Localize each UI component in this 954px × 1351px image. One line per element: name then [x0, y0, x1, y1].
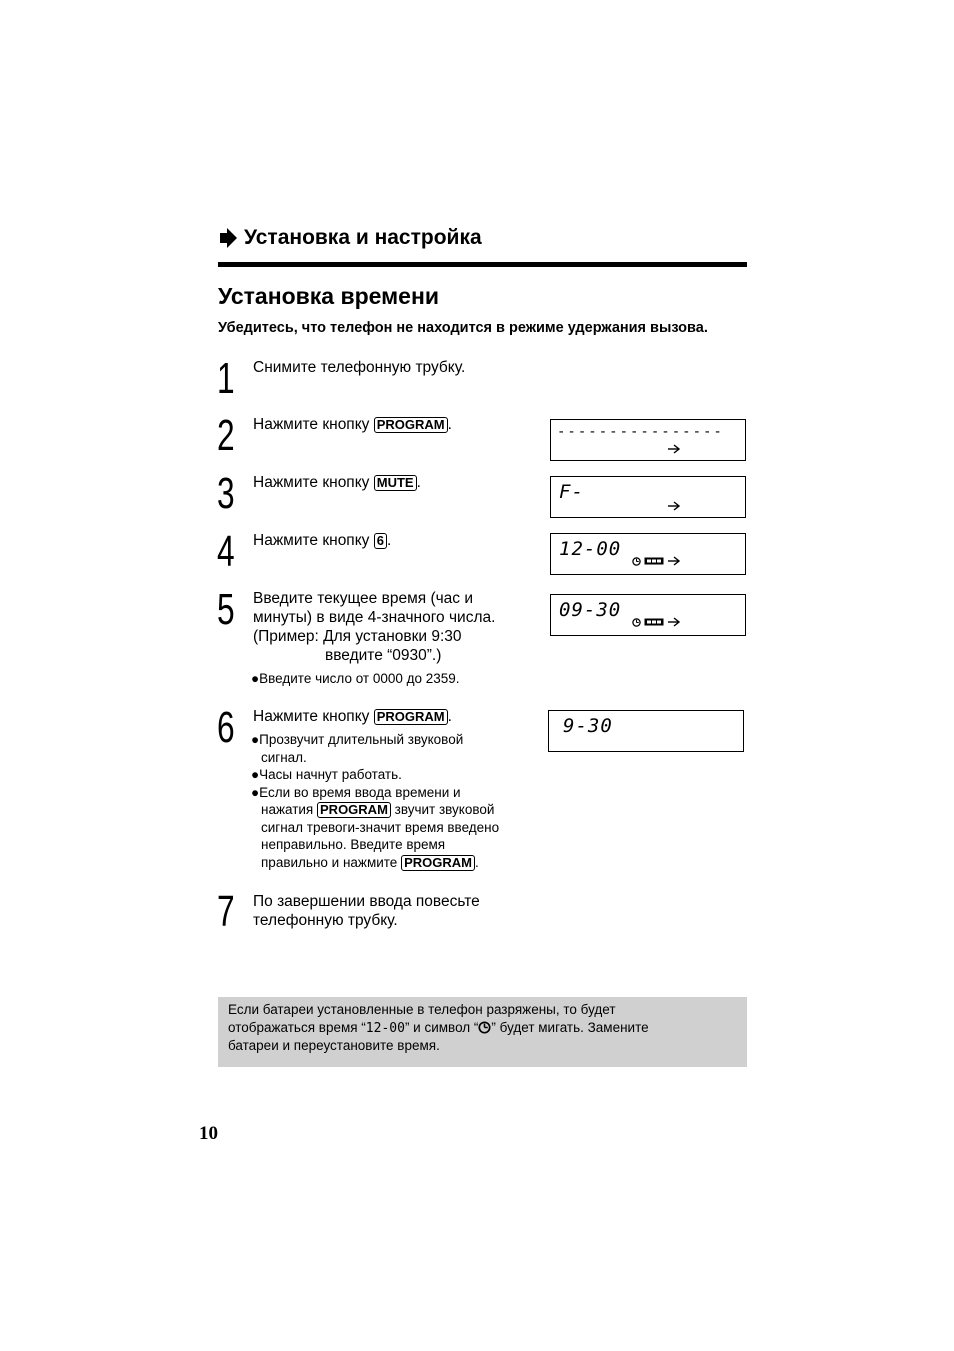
step-number: 6 — [217, 703, 235, 752]
page-number: 10 — [199, 1123, 218, 1144]
clock-icon — [632, 618, 641, 627]
step-text — [253, 531, 391, 550]
arrow-indicator-icon — [667, 444, 681, 454]
step-line: Введите текущее время (час и — [253, 590, 474, 607]
lcd-display — [548, 710, 744, 752]
clock-icon — [632, 557, 641, 566]
page-title: Установка времени — [218, 283, 439, 309]
step-number: 1 — [217, 354, 235, 403]
step-line: (Пример: Для установки 9:30 — [253, 628, 462, 645]
step-label: Нажмите кнопку — [253, 708, 370, 725]
step-suffix: . — [386, 532, 392, 549]
bullet-line: неправильно. Введите время — [261, 837, 446, 852]
clock-icon — [478, 1021, 491, 1034]
section-title: Установка и настройка — [244, 226, 482, 249]
bullet-fragment: звучит звуковой — [394, 802, 495, 817]
step-text: Снимите телефонную трубку. — [253, 359, 466, 376]
program-key: PROGRAM — [401, 855, 475, 871]
bullet-line: ●Прозвучит длительный звуковой — [251, 732, 464, 747]
step-number: 4 — [217, 527, 235, 576]
note-fragment: ” и символ “ — [404, 1019, 479, 1035]
step-text — [253, 473, 421, 492]
mute-key: MUTE — [374, 475, 417, 491]
step-bullet: ●Введите число от 0000 до 2359. — [251, 671, 460, 686]
note-fragment: ” будет мигать. Замените — [491, 1019, 649, 1035]
section-header — [218, 226, 482, 250]
arrow-right-icon — [218, 228, 238, 248]
step-number: 5 — [217, 585, 235, 634]
step-suffix: . — [447, 416, 452, 433]
note-line: батареи и переустановите время. — [228, 1038, 440, 1053]
bullet-line: ●Часы начнут работать. — [251, 767, 402, 782]
arrow-indicator-icon — [667, 501, 681, 511]
lcd-text: 12-00 — [559, 538, 622, 560]
bullet-fragment: правильно и нажмите — [261, 854, 398, 870]
note-box — [218, 997, 747, 1067]
arrow-indicator-icon — [667, 617, 681, 627]
program-key: PROGRAM — [374, 417, 448, 433]
digit-6-key: 6 — [374, 533, 387, 549]
lcd-text: ---------------- — [557, 424, 724, 440]
step-label: Нажмите кнопку — [253, 532, 370, 549]
bullet-line: ●Если во время ввода времени и — [251, 784, 461, 800]
lcd-text: 9-30 — [563, 715, 613, 737]
bullet-line: сигнал. — [261, 749, 307, 765]
lcd-indicators — [632, 556, 681, 566]
program-key: PROGRAM — [317, 802, 391, 818]
battery-icon — [644, 557, 664, 565]
header-rule — [218, 262, 747, 267]
step-text — [253, 415, 452, 434]
bullet-fragment: . — [474, 854, 479, 870]
step-label: Нажмите кнопку — [253, 416, 370, 433]
step-line: По завершении ввода повесьте — [253, 893, 480, 910]
lcd-display — [550, 476, 746, 518]
step-line: минуты) в виде 4-значного числа. — [253, 609, 496, 626]
note-fragment: отображаться время “ — [228, 1019, 366, 1035]
battery-icon — [644, 618, 664, 626]
step-number: 7 — [217, 887, 235, 936]
step-suffix: . — [416, 474, 421, 491]
bullet-line: сигнал тревоги-значит время введено — [261, 819, 500, 835]
program-key: PROGRAM — [374, 709, 448, 725]
note-line — [228, 1019, 733, 1038]
lcd-display — [550, 594, 746, 636]
lcd-text: 09-30 — [559, 599, 622, 621]
step-text — [253, 892, 480, 930]
step-text — [253, 589, 495, 665]
step-suffix: . — [447, 708, 452, 725]
lcd-display — [550, 533, 746, 575]
note-code: 12-00 — [365, 1020, 405, 1036]
step-number: 3 — [217, 469, 235, 518]
step-number: 2 — [217, 411, 235, 460]
bullet-line — [251, 854, 541, 872]
step-bullets — [251, 731, 541, 871]
note-line: Если батареи установленные в телефон разряжены, то будет — [228, 1002, 616, 1017]
lcd-text: F- — [559, 481, 584, 503]
bullet-fragment: нажатия — [261, 802, 314, 817]
step-text — [253, 707, 452, 726]
lcd-display — [550, 419, 746, 461]
page-subtitle: Убедитесь, что телефон не находится в режиме удержания вызова. — [218, 320, 708, 336]
note-text — [228, 1001, 733, 1055]
step-line: телефонную трубку. — [253, 912, 398, 929]
step-label: Нажмите кнопку — [253, 474, 370, 491]
lcd-indicators — [632, 617, 681, 627]
arrow-indicator-icon — [667, 556, 681, 566]
bullet-line — [251, 801, 541, 819]
step-line: введите “0930”.) — [325, 647, 442, 664]
